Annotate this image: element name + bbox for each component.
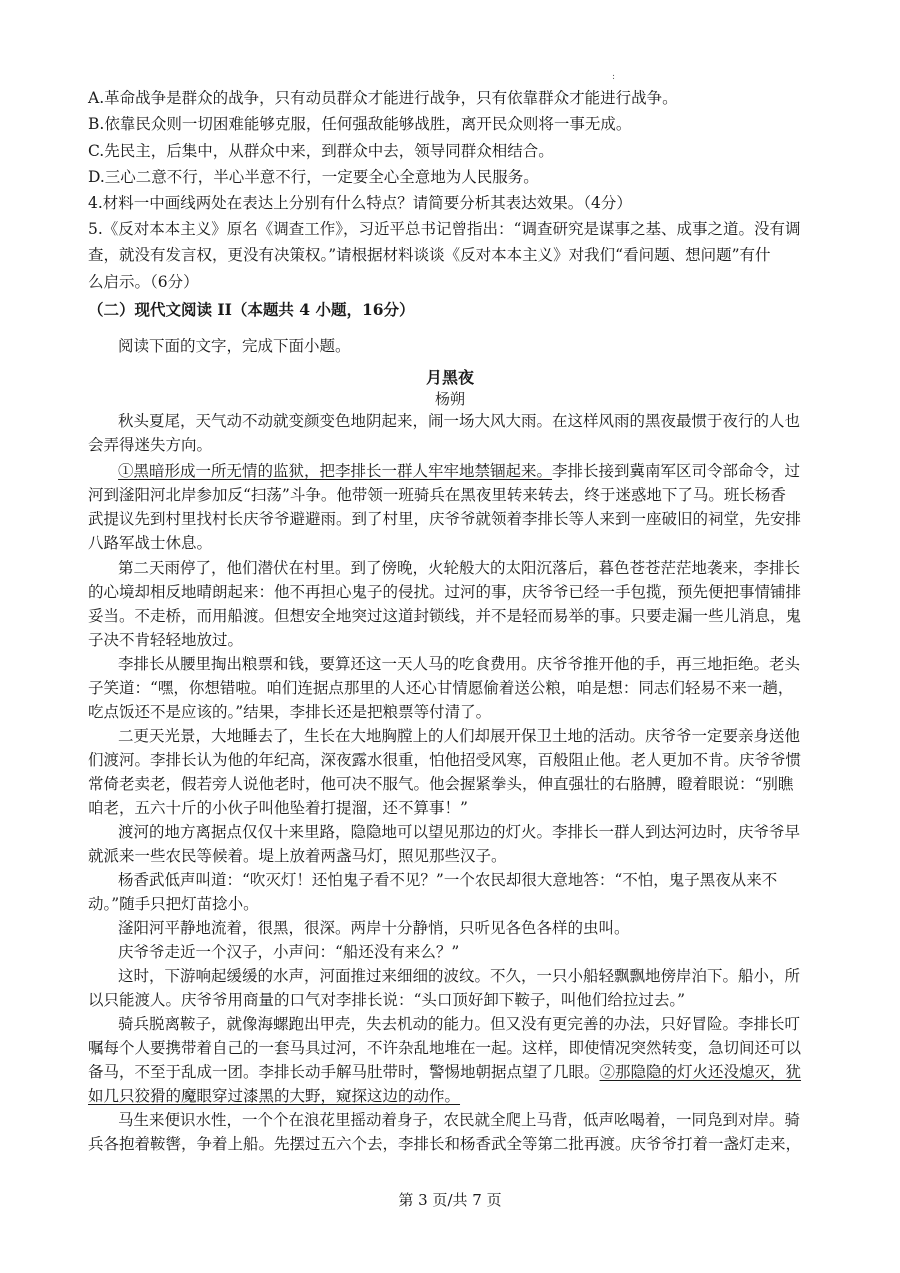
para-5-line-1: 二更天光景，大地睡去了，生长在大地胸膛上的人们却展开保卫土地的活动。庆爷爷一定要亲身送他 bbox=[118, 727, 801, 745]
option-c: C.先民主，后集中，从群众中来，到群众中去，领导同群众相结合。 bbox=[88, 142, 554, 160]
question-5-line-3: 么启示。（6分） bbox=[88, 273, 199, 291]
page-footer: 第 3 页/共 7 页 bbox=[398, 1191, 502, 1209]
para-9: 庆爷爷走近一个汉子，小声问：“船还没有来么？” bbox=[118, 943, 460, 961]
para-2-line-4: 八路军战士休息。 bbox=[88, 534, 213, 552]
para-11-line-2: 嘱每个人要携带着自己的一套马具过河，不许杂乱地堆在一起。这样，即使情况突然转变，急切间还可以 bbox=[88, 1039, 802, 1057]
option-a: A.革命战争是群众的战争，只有动员群众才能进行战争，只有依靠群众才能进行战争。 bbox=[88, 89, 678, 107]
para-7-line-2: 动。”随手只把灯苗捻小。 bbox=[88, 895, 259, 913]
para-5-line-2: 们渡河。李排长认为他的年纪高，深夜露水很重，怕他招受风寒，百般阻止他。老人更加不肯。庆爷爷惯 bbox=[88, 751, 802, 769]
question-4: 4.材料一中画线两处在表达上分别有什么特点？请简要分析其表达效果。（4分） bbox=[88, 194, 632, 212]
para-1-line-2: 会弄得迷失方向。 bbox=[88, 436, 213, 454]
para-12-line-2: 兵各抱着鞍辔，争着上船。先摆过五六个去，李排长和杨香武全等第二批再渡。庆爷爷打着一盏灯走来， bbox=[88, 1135, 802, 1153]
para-4-line-3: 吃点饭还不是应该的。”结果，李排长还是把粮票等付清了。 bbox=[88, 703, 492, 721]
para-1-line-1: 秋头夏尾，天气动不动就变颜变色地阴起来，闹一场大风大雨。在这样风雨的黑夜最惯于夜行的人也 bbox=[118, 412, 801, 430]
section-heading: （二）现代文阅读 II（本题共 4 小题，16分） bbox=[88, 300, 415, 319]
para-10-line-2: 以只能渡人。庆爷爷用商量的口气对李排长说：“头口顶好卸下鞍子，叫他们给拉过去。” bbox=[88, 991, 686, 1009]
story-author: 杨朔 bbox=[434, 390, 465, 408]
para-11-line-1: 骑兵脱离鞍子，就像海螺跑出甲壳，失去机动的能力。但又没有更完善的办法，只好冒险。李排长叮 bbox=[118, 1015, 801, 1033]
para-12-line-1: 马生来便识水性，一个个在浪花里摇动着身子，农民就全爬上马背，低声吆喝着，一同凫到对岸。骑 bbox=[118, 1111, 801, 1129]
para-2-line-2: 河到滏阳河北岸参加反“扫荡”斗争。他带领一班骑兵在黑夜里转来转去，终于迷惑地下了马。班长杨香 bbox=[88, 486, 786, 504]
para-10-line-1: 这时，下游响起缓缓的水声，河面推过来细细的波纹。不久，一只小船轻飘飘地傍岸泊下。船小，所 bbox=[118, 967, 801, 985]
para-11-line-3 bbox=[88, 1062, 818, 1082]
para-5-line-4: 咱老，五六十斤的小伙子叫他坠着打提溜，还不算事！” bbox=[88, 799, 468, 817]
option-b: B.依靠民众则一切困难能够克服，任何强敌能够战胜，离开民众则将一事无成。 bbox=[88, 115, 632, 133]
para-3-line-4: 子决不肯轻轻地放过。 bbox=[88, 631, 244, 649]
underlined-sentence-2-part-2: 如几只狡猾的魔眼穿过漆黑的大野，窥探这边的动作。 bbox=[88, 1087, 461, 1105]
para-3-line-3: 妥当。不走桥，而用船渡。但想安全地突过这道封锁线，并不是轻而易举的事。只要走漏一些儿消息，鬼 bbox=[88, 607, 802, 625]
underlined-sentence-1: ①黑暗形成一所无情的监狱，把李排长一群人牢牢地禁锢起来。 bbox=[118, 462, 553, 480]
para-3-line-1: 第二天雨停了，他们潜伏在村里。到了傍晚，火轮般大的太阳沉落后，暮色苍苍茫茫地袭来，李排长 bbox=[118, 559, 801, 577]
para-4-line-2: 子笑道：“嘿，你想错啦。咱们连据点那里的人还心甘情愿偷着送公粮，咱是想：同志们轻易不来一趟， bbox=[88, 679, 794, 697]
para-5-line-3: 常倚老卖老，假若旁人说他老时，他可决不服气。他会握紧拳头，伸直强壮的右胳膊，瞪着眼说：“别瞧 bbox=[88, 775, 794, 793]
para-6-line-2: 就派来一些农民等候着。堤上放着两盏马灯，照见那些汉子。 bbox=[88, 847, 507, 865]
corner-mark: : bbox=[612, 72, 616, 82]
question-5-line-1: 5.《反对本本主义》原名《调查工作》，习近平总书记曾指出：“调查研究是谋事之基、成事之道。没有调 bbox=[88, 220, 801, 238]
para-11-line-4 bbox=[88, 1086, 818, 1106]
para-2-line-3: 武提议先到村里找村长庆爷爷避避雨。到了村里，庆爷爷就领着李排长等人来到一座破旧的祠堂，先安排 bbox=[88, 510, 802, 528]
para-4-line-1: 李排长从腰里掏出粮票和钱，要算还这一天人马的吃食费用。庆爷爷推开他的手，再三地拒绝。老头 bbox=[118, 655, 801, 673]
para-7-line-1: 杨香武低声叫道：“吹灭灯！还怕鬼子看不见？”一个农民却很大意地答：“不怕，鬼子黑夜从来不 bbox=[118, 871, 778, 889]
instruction: 阅读下面的文字，完成下面小题。 bbox=[118, 337, 351, 355]
para-2-line-1 bbox=[118, 461, 818, 481]
para-8: 滏阳河平静地流着，很黑，很深。两岸十分静悄，只听见各色各样的虫叫。 bbox=[118, 919, 630, 937]
underlined-sentence-2-part-1: ②那隐隐的灯火还没熄灭，犹 bbox=[599, 1063, 802, 1081]
para-11-line-3-text: 备马，不至于乱成一团。李排长动手解马肚带时，警惕地朝据点望了几眼。 bbox=[88, 1063, 600, 1081]
para-3-line-2: 的心境却相反地晴朗起来：他不再担心鬼子的侵扰。过河的事，庆爷爷已经一手包揽，预先便把事情铺排 bbox=[88, 583, 802, 601]
option-d: D.三心二意不行，半心半意不行，一定要全心全意地为人民服务。 bbox=[88, 168, 539, 186]
para-2-line-1-rest: 李排长接到冀南军区司令部命令，过 bbox=[552, 462, 801, 480]
question-5-line-2: 查，就没有发言权，更没有决策权。”请根据材料谈谈《反对本本主义》对我们“看问题、想问题”有什 bbox=[88, 246, 771, 264]
story-title: 月黑夜 bbox=[425, 368, 474, 387]
para-6-line-1: 渡河的地方离据点仅仅十来里路，隐隐地可以望见那边的灯火。李排长一群人到达河边时，庆爷爷早 bbox=[118, 823, 801, 841]
